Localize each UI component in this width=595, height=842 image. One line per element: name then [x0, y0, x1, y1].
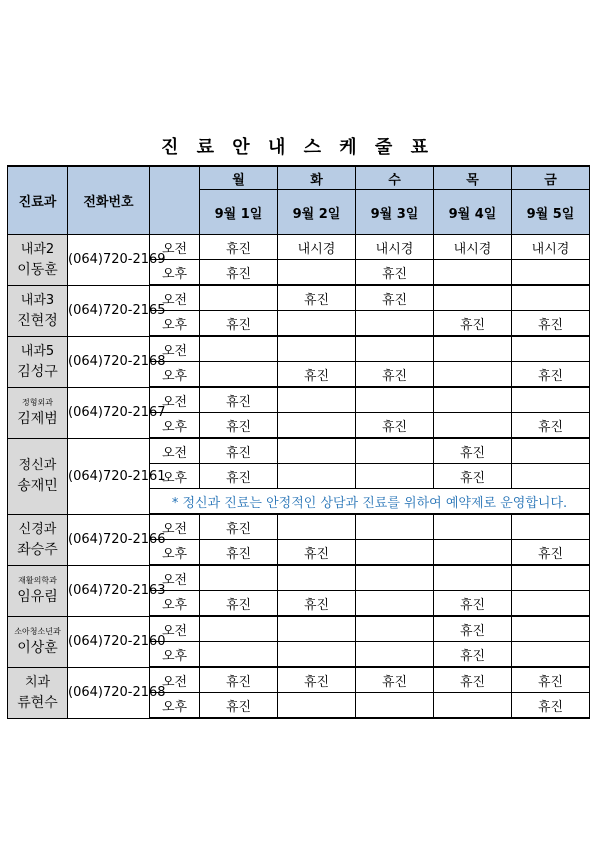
- table-row: [8, 285, 590, 311]
- am-label: 오전: [150, 336, 200, 362]
- schedule-cell: [278, 311, 356, 337]
- schedule-cell: [356, 336, 434, 362]
- phone-number: (064)720-2169: [68, 235, 150, 286]
- schedule-body: [8, 235, 590, 719]
- schedule-cell: [512, 285, 590, 311]
- schedule-cell: 휴진: [200, 311, 278, 337]
- pm-label: 오후: [150, 464, 200, 489]
- dept-column-header: 진료과: [8, 166, 68, 235]
- pm-label: 오후: [150, 413, 200, 439]
- schedule-cell: 휴진: [200, 438, 278, 464]
- schedule-cell: [278, 387, 356, 413]
- schedule-cell: [356, 464, 434, 489]
- day-header: 금: [512, 166, 590, 190]
- schedule-cell: [434, 565, 512, 591]
- doctor-name: 좌승주: [17, 541, 58, 558]
- schedule-cell: 휴진: [200, 235, 278, 260]
- pm-label: 오후: [150, 362, 200, 388]
- schedule-cell: [356, 540, 434, 566]
- schedule-cell: 휴진: [278, 540, 356, 566]
- header-row-days: [8, 166, 590, 190]
- schedule-cell: 휴진: [434, 616, 512, 642]
- table-row: [8, 667, 590, 693]
- am-label: 오전: [150, 438, 200, 464]
- schedule-cell: [200, 285, 278, 311]
- schedule-cell: [200, 565, 278, 591]
- schedule-table: [7, 165, 590, 719]
- am-label: 오전: [150, 387, 200, 413]
- schedule-cell: [278, 336, 356, 362]
- schedule-cell: 내시경: [512, 235, 590, 260]
- table-row: [8, 565, 590, 591]
- schedule-cell: [512, 336, 590, 362]
- dept-name: 신경과: [18, 521, 57, 537]
- schedule-cell: [356, 642, 434, 668]
- schedule-cell: [278, 464, 356, 489]
- schedule-cell: [512, 438, 590, 464]
- schedule-cell: [434, 336, 512, 362]
- schedule-cell: 휴진: [200, 260, 278, 286]
- schedule-cell: 휴진: [434, 591, 512, 617]
- schedule-cell: 휴진: [512, 667, 590, 693]
- schedule-cell: [356, 565, 434, 591]
- schedule-cell: 휴진: [200, 540, 278, 566]
- am-label: 오전: [150, 514, 200, 540]
- dept-name: 치과: [24, 674, 51, 690]
- doctor-name: 이상훈: [17, 639, 58, 656]
- schedule-cell: [356, 693, 434, 719]
- schedule-cell: 내시경: [434, 235, 512, 260]
- schedule-cell: [200, 362, 278, 388]
- phone-number: (064)720-2167: [68, 387, 150, 438]
- schedule-cell: 휴진: [512, 693, 590, 719]
- dept-cell: [8, 387, 68, 438]
- schedule-cell: 내시경: [278, 235, 356, 260]
- dept-name: 내과2: [20, 241, 55, 257]
- schedule-cell: 휴진: [356, 362, 434, 388]
- am-label: 오전: [150, 667, 200, 693]
- phone-number: (064)720-2168: [68, 667, 150, 718]
- pm-label: 오후: [150, 260, 200, 286]
- day-header: 수: [356, 166, 434, 190]
- schedule-cell: 휴진: [356, 667, 434, 693]
- dept-name: 내과3: [20, 292, 55, 308]
- schedule-cell: [200, 616, 278, 642]
- schedule-cell: 휴진: [434, 438, 512, 464]
- schedule-cell: [434, 540, 512, 566]
- schedule-cell: [356, 591, 434, 617]
- schedule-cell: [512, 565, 590, 591]
- schedule-cell: 휴진: [356, 413, 434, 439]
- schedule-cell: [278, 693, 356, 719]
- schedule-cell: 휴진: [434, 642, 512, 668]
- table-row: [8, 235, 590, 260]
- schedule-cell: 휴진: [278, 362, 356, 388]
- dept-cell: [8, 235, 68, 286]
- date-header: 9월 2일: [278, 190, 356, 235]
- day-header: 월: [200, 166, 278, 190]
- pm-label: 오후: [150, 693, 200, 719]
- table-row: [8, 336, 590, 362]
- schedule-cell: [356, 311, 434, 337]
- dept-name: 소아청소년과: [14, 626, 61, 636]
- pm-label: 오후: [150, 311, 200, 337]
- dept-cell: [8, 565, 68, 616]
- schedule-cell: 휴진: [512, 413, 590, 439]
- schedule-cell: 휴진: [434, 464, 512, 489]
- schedule-cell: [434, 260, 512, 286]
- am-label: 오전: [150, 565, 200, 591]
- dept-name: 내과5: [20, 343, 55, 359]
- am-label: 오전: [150, 285, 200, 311]
- schedule-cell: 휴진: [200, 693, 278, 719]
- schedule-cell: [434, 514, 512, 540]
- doctor-name: 송재민: [17, 478, 58, 494]
- dept-cell: [8, 285, 68, 336]
- doctor-name: 이동훈: [17, 261, 58, 278]
- phone-number: (064)720-2165: [68, 285, 150, 336]
- schedule-cell: 휴진: [512, 362, 590, 388]
- schedule-cell: [278, 514, 356, 540]
- schedule-cell: [356, 616, 434, 642]
- schedule-cell: [512, 464, 590, 489]
- schedule-cell: 휴진: [512, 540, 590, 566]
- table-row: [8, 616, 590, 642]
- schedule-cell: 휴진: [200, 413, 278, 439]
- schedule-cell: [356, 387, 434, 413]
- schedule-cell: [356, 514, 434, 540]
- schedule-cell: [434, 413, 512, 439]
- doctor-name: 김성구: [17, 363, 58, 380]
- table-row: [8, 438, 590, 464]
- schedule-cell: 휴진: [434, 311, 512, 337]
- dept-name: 재활의학과: [18, 575, 57, 585]
- schedule-cell: [434, 285, 512, 311]
- table-row: [8, 387, 590, 413]
- dept-cell: [8, 616, 68, 667]
- reservation-note: * 정신과 진료는 안정적인 상담과 진료를 위하여 예약제로 운영합니다.: [150, 489, 590, 515]
- schedule-cell: [512, 260, 590, 286]
- dept-name: 정형외과: [22, 397, 53, 407]
- schedule-cell: [278, 438, 356, 464]
- am-label: 오전: [150, 235, 200, 260]
- schedule-cell: 휴진: [434, 667, 512, 693]
- doctor-name: 김제범: [17, 410, 58, 427]
- schedule-cell: 휴진: [278, 667, 356, 693]
- phone-number: (064)720-2161: [68, 438, 150, 514]
- schedule-cell: 휴진: [512, 311, 590, 337]
- schedule-cell: [200, 336, 278, 362]
- schedule-cell: 휴진: [200, 514, 278, 540]
- schedule-cell: 휴진: [200, 387, 278, 413]
- schedule-cell: [512, 616, 590, 642]
- schedule-cell: 휴진: [200, 591, 278, 617]
- schedule-cell: 내시경: [356, 235, 434, 260]
- schedule-cell: [278, 642, 356, 668]
- dept-name: 정신과: [18, 458, 57, 473]
- dept-cell: [8, 336, 68, 387]
- schedule-cell: 휴진: [278, 285, 356, 311]
- date-header: 9월 3일: [356, 190, 434, 235]
- schedule-cell: [278, 260, 356, 286]
- schedule-cell: 휴진: [200, 667, 278, 693]
- doctor-name: 진현정: [17, 312, 58, 329]
- date-header: 9월 1일: [200, 190, 278, 235]
- schedule-cell: [512, 642, 590, 668]
- phone-number: (064)720-2166: [68, 514, 150, 565]
- schedule-cell: [512, 591, 590, 617]
- pm-label: 오후: [150, 591, 200, 617]
- am-label: 오전: [150, 616, 200, 642]
- dept-cell: [8, 667, 68, 718]
- day-header: 화: [278, 166, 356, 190]
- day-header: 목: [434, 166, 512, 190]
- phone-column-header: 전화번호: [68, 166, 150, 235]
- pm-label: 오후: [150, 642, 200, 668]
- schedule-cell: [512, 514, 590, 540]
- schedule-cell: 휴진: [356, 285, 434, 311]
- table-row: [8, 514, 590, 540]
- schedule-cell: [278, 616, 356, 642]
- schedule-cell: [278, 565, 356, 591]
- dept-cell: [8, 514, 68, 565]
- pm-label: 오후: [150, 540, 200, 566]
- schedule-cell: 휴진: [356, 260, 434, 286]
- time-column-header: [150, 166, 200, 235]
- phone-number: (064)720-2163: [68, 565, 150, 616]
- schedule-cell: [434, 362, 512, 388]
- schedule-cell: [512, 387, 590, 413]
- date-header: 9월 4일: [434, 190, 512, 235]
- schedule-cell: 휴진: [200, 464, 278, 489]
- phone-number: (064)720-2168: [68, 336, 150, 387]
- page-title: 진 료 안 내 스 케 줄 표: [161, 137, 434, 158]
- schedule-cell: [356, 438, 434, 464]
- schedule-cell: [200, 642, 278, 668]
- schedule-cell: [434, 387, 512, 413]
- schedule-cell: 휴진: [278, 591, 356, 617]
- schedule-cell: [434, 693, 512, 719]
- schedule-cell: [278, 413, 356, 439]
- phone-number: (064)720-2160: [68, 616, 150, 667]
- doctor-name: 류현수: [17, 694, 58, 711]
- dept-cell: [8, 438, 68, 514]
- doctor-name: 임유림: [17, 588, 58, 605]
- date-header: 9월 5일: [512, 190, 590, 235]
